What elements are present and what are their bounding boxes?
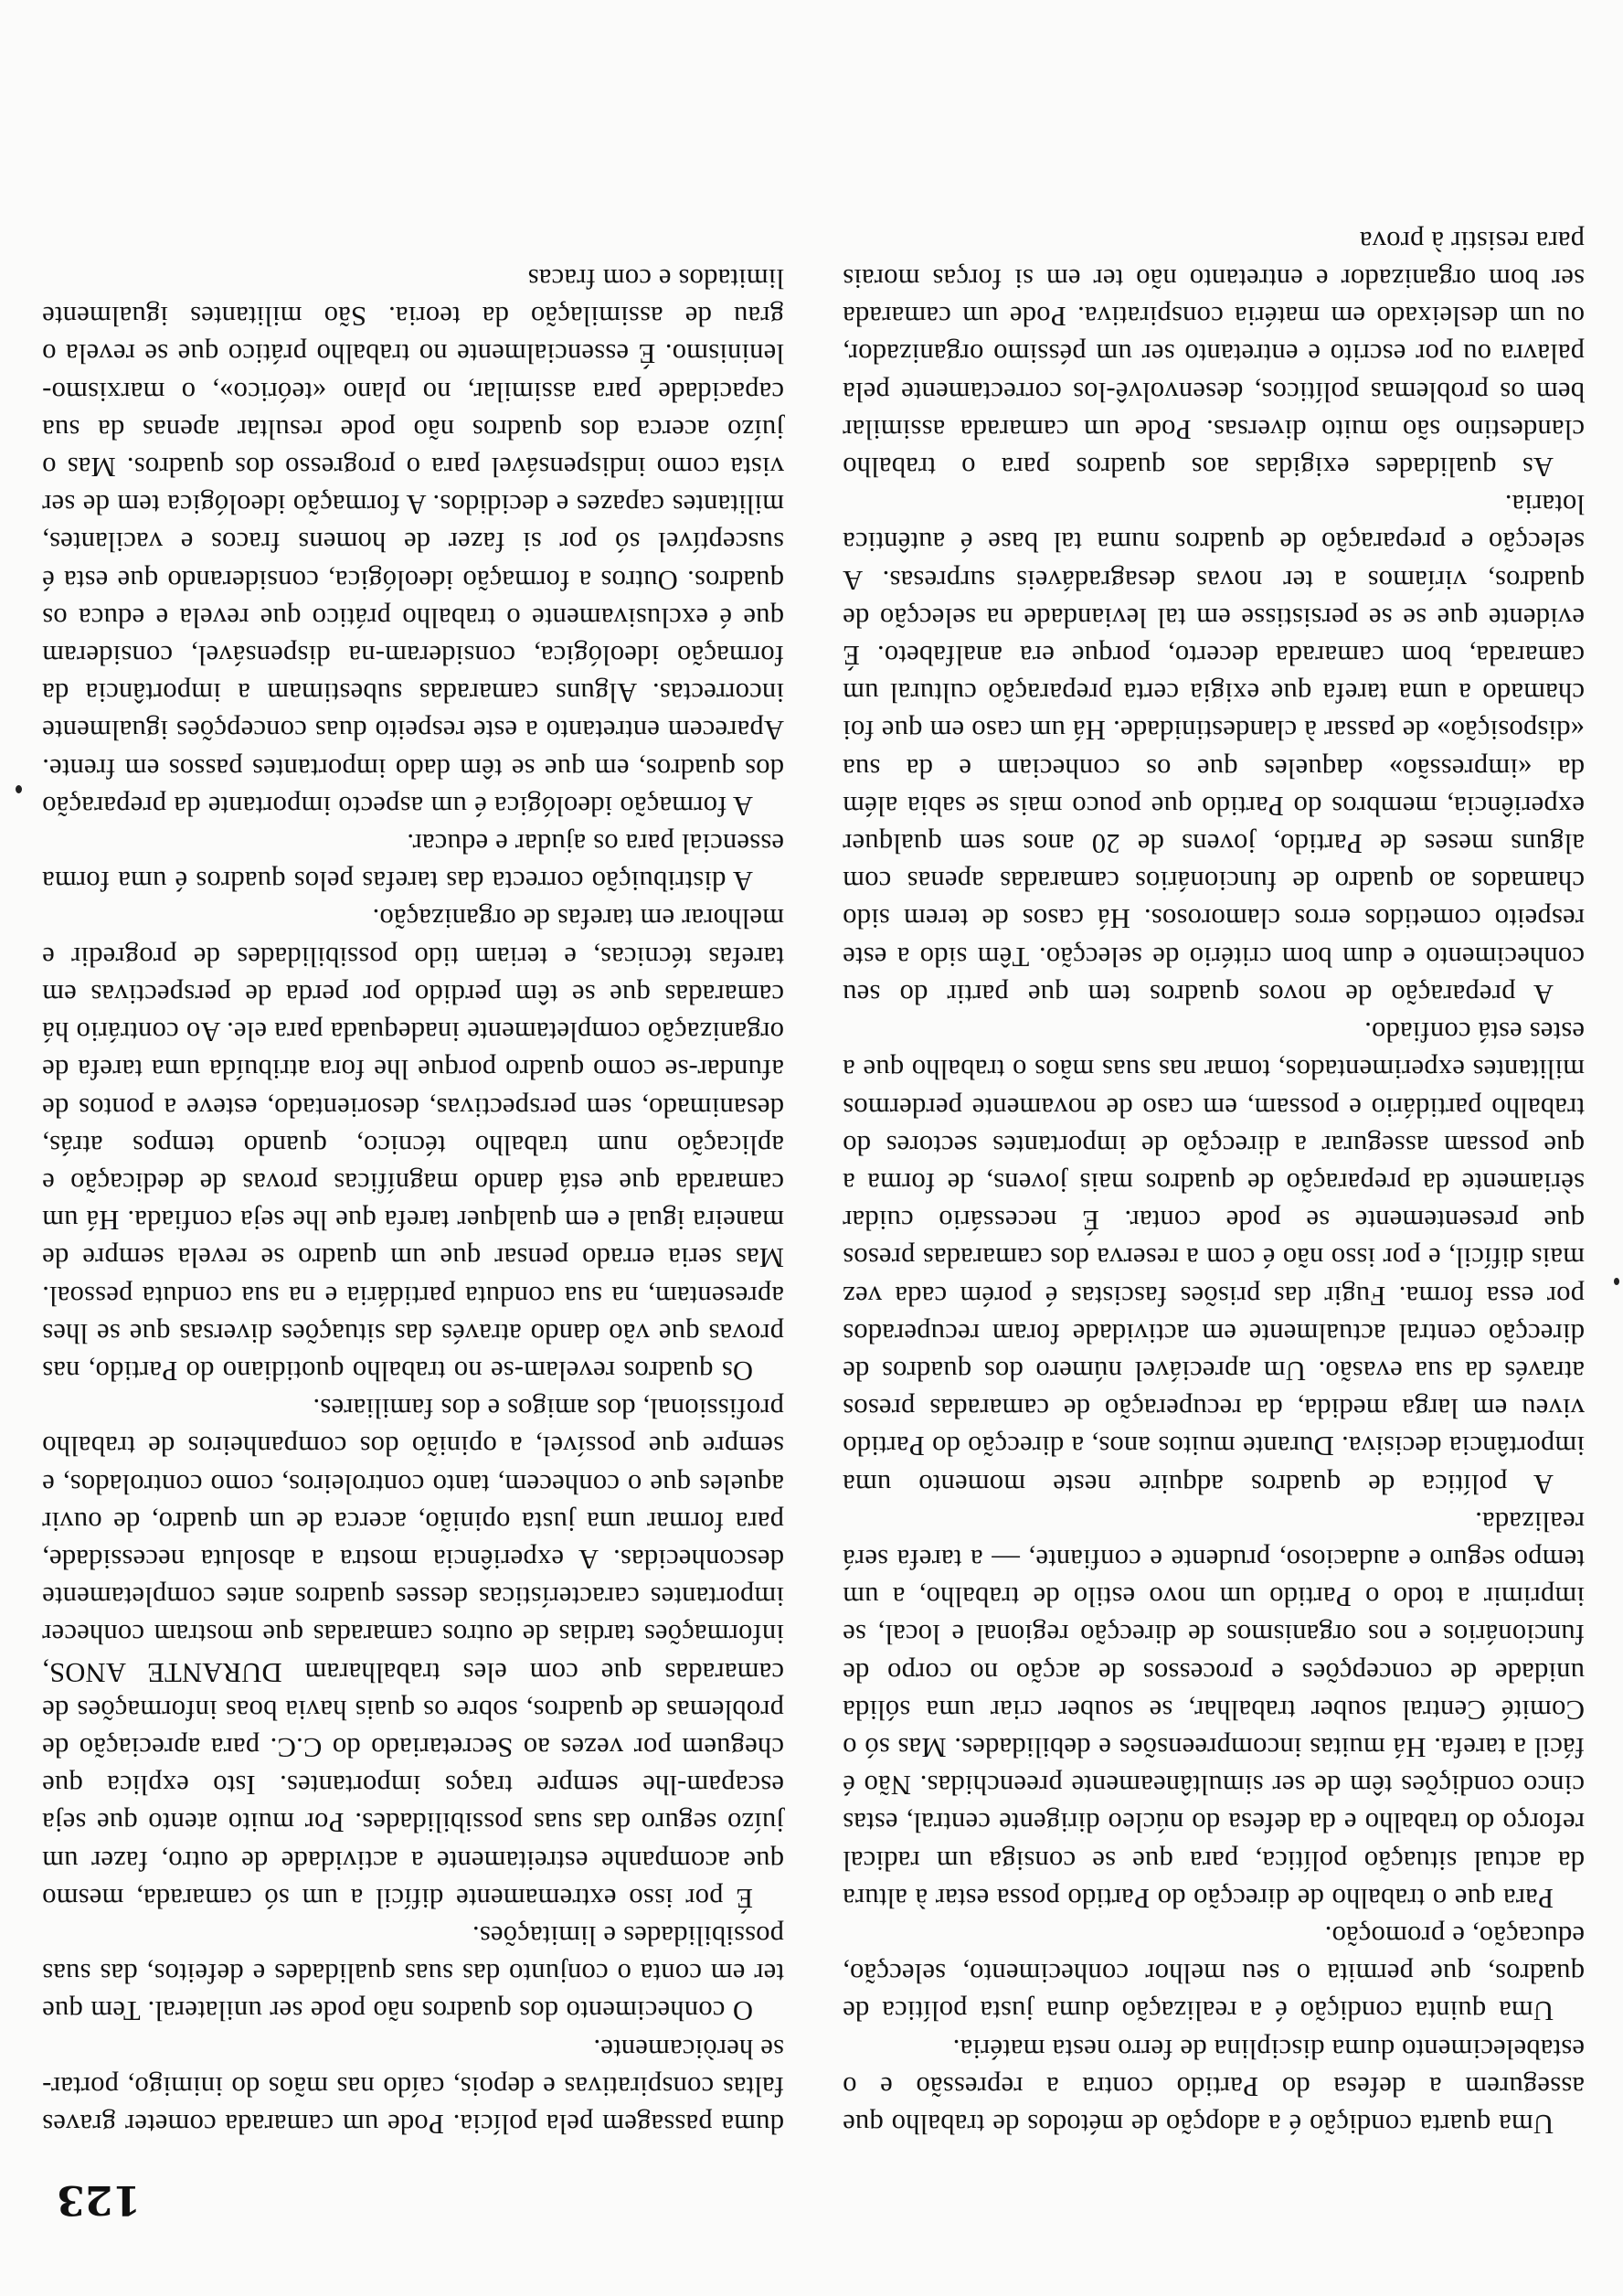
paragraph: Os quadros revelam-se no trabalho quotidiano do Partido, nas provas que vão dando através das situações diversas que se lhes apresentam, na sua conduta partidária e na sua conduta pessoal. Mas seria errado pensar que um quadro se revela sempre de maneira igual e em qualquer tarefa que lhe seja confiada. Há um camarada que está dando magníficas provas de dedicação e aplicação num trabalho técnico, quando tempos atrás, desanimado, sem perspectivas, desorientado, esteve a pontos de afundar-se como quadro porque lhe fora atribuída uma tarefa de organização completamente inadequada para ele. Ao contrário há camaradas que se têm perdido por perda de perspectivas em tarefas técnicas, e teriam tido possibilidades de progredir e melhorar em tarefas de organização. (42, 903, 784, 1387)
paragraph: A política de quadros adquire neste momento uma importância decisiva. Durante muitos anos, a direcção do Partido viveu em larga medida, da recuperação de camaradas presos através da sua evasão. Um apreciável número dos quadros de direcção central actualmente em actividade foram recuperados por essa forma. Fugir das prisões fascistas é porém cada vez mais difícil, e por isso não é com a reserva dos camaradas presos que presentemente se pode contar. É necessário cuidar sèriamente da preparação de quadros mais jovens, de forma a que possam assegurar a direcção de importantes sectores do trabalho partidário e possam, em caso de novamente perdermos militantes experimentados, tomar nas suas mãos o trabalho que a estes está confiado. (843, 1016, 1585, 1500)
paragraph: Uma quarta condição é a adopção de métodos de trabalho que assegurem a defesa do Partido contra a repressão e o estabelecimento duma disciplina de ferro nesta matéria. (843, 2033, 1585, 2140)
paragraph: A formação ideológica é um aspecto importante da preparação dos quadros, em que se têm dado importantes passos em frente. Aparecem entretanto a este respeito duas concepções igualmente incorrectas. Alguns camaradas subestimam a importância da formação ideológica, consideram-na dispensável, consideram que é exclusivamente o trabalho prático que revela e educa os quadros. Outros a formação ideológica, considerando que esta é susceptível só por si fazer de homens fracos e vacilantes, militantes capazes e decididos. A formação ideológica tem de ser vista como indispensável para o progresso dos quadros. Mas o juízo acerca dos quadros não pode resultar apenas da sua capacidade para assimilar, no plano «teórico», o marxismo-leninismo. É essencialmente no trabalho prático que se revela o grau de assimilação da teoria. São militantes igualmente limitados e com fracas (42, 263, 784, 822)
right-column (42, 260, 784, 2142)
paragraph: A distribuição correcta das tarefas pelos quadros é uma forma essencial para os ajudar e educar. (42, 828, 784, 898)
page-number: 123 (57, 2176, 141, 2223)
left-column (843, 222, 1585, 2142)
paragraph: Para que o trabalho de direcção do Partido possa estar à altura da actual situação política, para que se consiga um radical reforço do trabalho e da defesa do núcleo dirigente central, estas cinco condições têm de ser simultâneamente preenchidas. Não é fácil a tarefa. Há muitas incompreensões e debilidades. Mas só o Comité Central souber trabalhar, se souber criar uma sólida unidade de concepções e processos de acção no corpo de funcionários e nos organismos de direcção regional e local, se imprimir a todo o Partido um novo estilo de trabalho, a um tempo seguro e audacioso, prudente e confiante, — a tarefa será realizada. (843, 1505, 1585, 1914)
paragraph: A preparação de novos quadros tem que partir do seu conhecimento e dum bom critério de selecção. Têm sido a este respeito cometidos erros clamorosos. Há casos de terem sido chamados ao quadro de funcionários camaradas apenas com alguns meses de Partido, jovens de 20 anos sem qualquer experiência, membros do Partido que pouco mais se sabia além da «impressão» daqueles que os conheciam e da sua «disposição» de passar à clandestinidade. Há um caso em que foi chamado a uma tarefa que exigia certa preparação cultural um camarada, bom camarada decerto, porque era analfabeto. É evidente que se se persistisse em tal leviandade na selecção de quadros, viríamos a ter novas desagradáveis surpresas. A selecção e preparação de quadros numa tal base é autêntica lotaria. (843, 489, 1585, 1010)
scan-speck (16, 785, 22, 793)
paragraph: As qualidades exigidas aos quadros para o trabalho clandestino são muito diversas. Pode um camarada assimilar bem os problemas políticos, desenvolvê-los correctamente pela palavra ou por escrito e entretanto ser um péssimo organizador, ou um desleixado em matéria conspirativa. Pode um camarada ser bom organizador e entretanto não ter em si forças morais para resistir à prova (843, 225, 1585, 484)
scan-speck (1614, 1278, 1619, 1285)
paragraph: Uma quinta condição é a realização duma justa política de quadros, que permita o seu melhor conhecimento, selecção, educação, e promoção. (843, 1919, 1585, 2027)
paragraph: O conhecimento dos quadros não pode ser unilateral. Tem que ter em conta o conjunto das suas qualidades e defeitos, das suas possibilidades e limitações. (42, 1919, 784, 2027)
paragraph: É por isso extremamente difícil a um só camarada, mesmo que acompanhe estreitamente a actividade de outro, fazer um juízo seguro das suas possibilidades. Por muito atento que seja escapam-lhe sempre traços importantes. Isto explica que cheguem por vezes ao Secretariado do C.C. para apreciação de problemas de quadros, sobre os quais havia boas informações de camaradas que com eles trabalharam DURANTE ANOS, informações tardias de outros camaradas que mostram conhecer importantes características desses quadros antes completamente desconhecidas. A experiência mostra a absoluta necessidade, para formar uma justa opinião, acerca de um quadro, de ouvir aqueles que o conhecem, tanto controleiros, como controlados, e sempre que possível, a opinião dos companheiros de trabalho profissional, dos amigos e dos familiares. (42, 1393, 784, 1914)
paragraph-continuation: duma passagem pela polícia. Pode um camarada cometer graves faltas conspirativas e depois, caído nas mãos do inimigo, portar-se heròicamente. (42, 2033, 784, 2140)
